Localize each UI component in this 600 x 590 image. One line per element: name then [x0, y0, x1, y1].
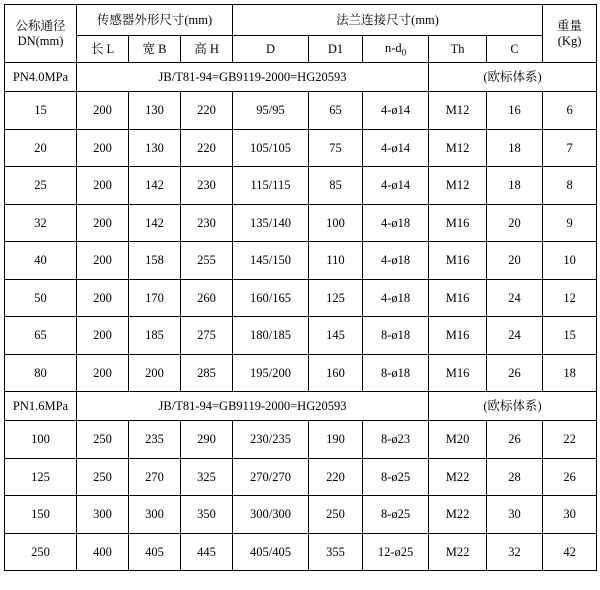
cell-th: M16: [429, 204, 487, 242]
cell-length: 200: [77, 354, 129, 392]
cell-height: 230: [181, 204, 233, 242]
cell-weight: 7: [543, 129, 597, 167]
cell-width: 170: [129, 279, 181, 317]
cell-weight: 42: [543, 533, 597, 571]
cell-d: 270/270: [233, 458, 309, 496]
table-row: [5, 458, 597, 496]
cell-th: M12: [429, 92, 487, 130]
cell-height: 220: [181, 129, 233, 167]
cell-width: 130: [129, 92, 181, 130]
cell-width: 200: [129, 354, 181, 392]
cell-weight: 26: [543, 458, 597, 496]
cell-d: 405/405: [233, 533, 309, 571]
header-col-length: 长 L: [77, 36, 129, 63]
table-row: [5, 279, 597, 317]
cell-d1: 250: [309, 496, 363, 534]
cell-d: 135/140: [233, 204, 309, 242]
table-row: [5, 354, 597, 392]
cell-length: 400: [77, 533, 129, 571]
cell-length: 200: [77, 279, 129, 317]
cell-dn: 25: [5, 167, 77, 205]
cell-d: 300/300: [233, 496, 309, 534]
cell-length: 200: [77, 167, 129, 205]
cell-weight: 30: [543, 496, 597, 534]
cell-height: 285: [181, 354, 233, 392]
cell-d: 115/115: [233, 167, 309, 205]
cell-d1: 125: [309, 279, 363, 317]
cell-length: 200: [77, 204, 129, 242]
cell-weight: 12: [543, 279, 597, 317]
header-flange-dimensions: 法兰连接尺寸(mm): [233, 5, 543, 36]
cell-width: 300: [129, 496, 181, 534]
cell-length: 200: [77, 129, 129, 167]
cell-ndo: 4-ø18: [363, 204, 429, 242]
cell-height: 445: [181, 533, 233, 571]
cell-th: M20: [429, 421, 487, 459]
cell-height: 325: [181, 458, 233, 496]
cell-length: 200: [77, 92, 129, 130]
cell-width: 130: [129, 129, 181, 167]
section-standard: JB/T81-94=GB9119-2000=HG20593: [77, 392, 429, 421]
cell-ndo: 8-ø18: [363, 354, 429, 392]
cell-th: M16: [429, 317, 487, 355]
cell-weight: 6: [543, 92, 597, 130]
cell-ndo: 4-ø14: [363, 92, 429, 130]
cell-th: M22: [429, 458, 487, 496]
cell-d1: 65: [309, 92, 363, 130]
cell-c: 26: [487, 421, 543, 459]
cell-dn: 32: [5, 204, 77, 242]
cell-c: 16: [487, 92, 543, 130]
table-row: [5, 92, 597, 130]
cell-weight: 15: [543, 317, 597, 355]
cell-ndo: 4-ø14: [363, 167, 429, 205]
cell-weight: 10: [543, 242, 597, 280]
header-group-row: [5, 5, 597, 36]
cell-d: 195/200: [233, 354, 309, 392]
table-row: [5, 204, 597, 242]
cell-c: 18: [487, 129, 543, 167]
cell-th: M16: [429, 354, 487, 392]
cell-d1: 355: [309, 533, 363, 571]
cell-d1: 100: [309, 204, 363, 242]
cell-width: 158: [129, 242, 181, 280]
cell-c: 30: [487, 496, 543, 534]
header-col-th: Th: [429, 36, 487, 63]
cell-dn: 15: [5, 92, 77, 130]
table-row: [5, 496, 597, 534]
header-dn: [5, 5, 77, 63]
header-col-height: 高 H: [181, 36, 233, 63]
cell-ndo: 8-ø23: [363, 421, 429, 459]
table-row: [5, 242, 597, 280]
cell-d1: 220: [309, 458, 363, 496]
section-header-row: [5, 63, 597, 92]
cell-dn: 40: [5, 242, 77, 280]
cell-d1: 75: [309, 129, 363, 167]
cell-c: 32: [487, 533, 543, 571]
cell-d1: 190: [309, 421, 363, 459]
cell-d: 105/105: [233, 129, 309, 167]
cell-height: 230: [181, 167, 233, 205]
cell-dn: 250: [5, 533, 77, 571]
header-col-d: D: [233, 36, 309, 63]
cell-height: 260: [181, 279, 233, 317]
cell-dn: 65: [5, 317, 77, 355]
cell-weight: 18: [543, 354, 597, 392]
table-body: [5, 5, 597, 571]
cell-th: M16: [429, 279, 487, 317]
cell-height: 275: [181, 317, 233, 355]
cell-length: 250: [77, 458, 129, 496]
cell-length: 250: [77, 421, 129, 459]
section-note: (欧标体系): [429, 392, 597, 421]
cell-dn: 125: [5, 458, 77, 496]
cell-d1: 110: [309, 242, 363, 280]
header-weight: [543, 5, 597, 63]
cell-dn: 100: [5, 421, 77, 459]
cell-th: M12: [429, 167, 487, 205]
header-sub-row: [5, 36, 597, 63]
cell-c: 18: [487, 167, 543, 205]
cell-width: 405: [129, 533, 181, 571]
header-col-c: C: [487, 36, 543, 63]
section-header-row: [5, 392, 597, 421]
table-row: [5, 167, 597, 205]
cell-ndo: 4-ø14: [363, 129, 429, 167]
cell-height: 290: [181, 421, 233, 459]
cell-dn: 80: [5, 354, 77, 392]
cell-ndo: 4-ø18: [363, 279, 429, 317]
cell-dn: 150: [5, 496, 77, 534]
cell-d: 95/95: [233, 92, 309, 130]
cell-width: 235: [129, 421, 181, 459]
header-col-d1: D1: [309, 36, 363, 63]
cell-width: 185: [129, 317, 181, 355]
cell-ndo: 8-ø18: [363, 317, 429, 355]
section-pressure-rating: PN4.0MPa: [5, 63, 77, 92]
cell-length: 200: [77, 242, 129, 280]
cell-c: 26: [487, 354, 543, 392]
header-sensor-dimensions: 传感器外形尺寸(mm): [77, 5, 233, 36]
cell-d1: 85: [309, 167, 363, 205]
cell-th: M22: [429, 533, 487, 571]
cell-th: M12: [429, 129, 487, 167]
table-row: [5, 533, 597, 571]
cell-weight: 22: [543, 421, 597, 459]
cell-d: 180/185: [233, 317, 309, 355]
cell-ndo: 8-ø25: [363, 496, 429, 534]
cell-height: 350: [181, 496, 233, 534]
cell-length: 300: [77, 496, 129, 534]
cell-th: M22: [429, 496, 487, 534]
cell-width: 142: [129, 167, 181, 205]
cell-th: M16: [429, 242, 487, 280]
specification-table: [4, 4, 597, 571]
header-dn-line1: 公称通径: [15, 19, 66, 34]
header-dn-line2: DN(mm): [17, 33, 64, 48]
header-col-ndo: [363, 36, 429, 63]
cell-ndo: 12-ø25: [363, 533, 429, 571]
header-col-ndo-subscript: 0: [401, 47, 407, 58]
section-standard: JB/T81-94=GB9119-2000=HG20593: [77, 63, 429, 92]
cell-d: 160/165: [233, 279, 309, 317]
table-row: [5, 129, 597, 167]
cell-width: 270: [129, 458, 181, 496]
cell-d: 230/235: [233, 421, 309, 459]
cell-ndo: 8-ø25: [363, 458, 429, 496]
header-col-width: 宽 B: [129, 36, 181, 63]
cell-d: 145/150: [233, 242, 309, 280]
cell-height: 220: [181, 92, 233, 130]
cell-c: 20: [487, 204, 543, 242]
table-row: [5, 317, 597, 355]
cell-height: 255: [181, 242, 233, 280]
header-col-ndo-prefix: n-d: [384, 40, 402, 55]
cell-c: 20: [487, 242, 543, 280]
section-note: (欧标体系): [429, 63, 597, 92]
cell-c: 24: [487, 317, 543, 355]
cell-d1: 145: [309, 317, 363, 355]
section-pressure-rating: PN1.6MPa: [5, 392, 77, 421]
cell-c: 28: [487, 458, 543, 496]
cell-c: 24: [487, 279, 543, 317]
cell-ndo: 4-ø18: [363, 242, 429, 280]
header-weight-line1: 重量: [557, 19, 583, 34]
cell-dn: 20: [5, 129, 77, 167]
cell-weight: 8: [543, 167, 597, 205]
table-row: [5, 421, 597, 459]
header-weight-line2: (Kg): [557, 33, 582, 48]
cell-weight: 9: [543, 204, 597, 242]
cell-dn: 50: [5, 279, 77, 317]
cell-length: 200: [77, 317, 129, 355]
cell-d1: 160: [309, 354, 363, 392]
cell-width: 142: [129, 204, 181, 242]
